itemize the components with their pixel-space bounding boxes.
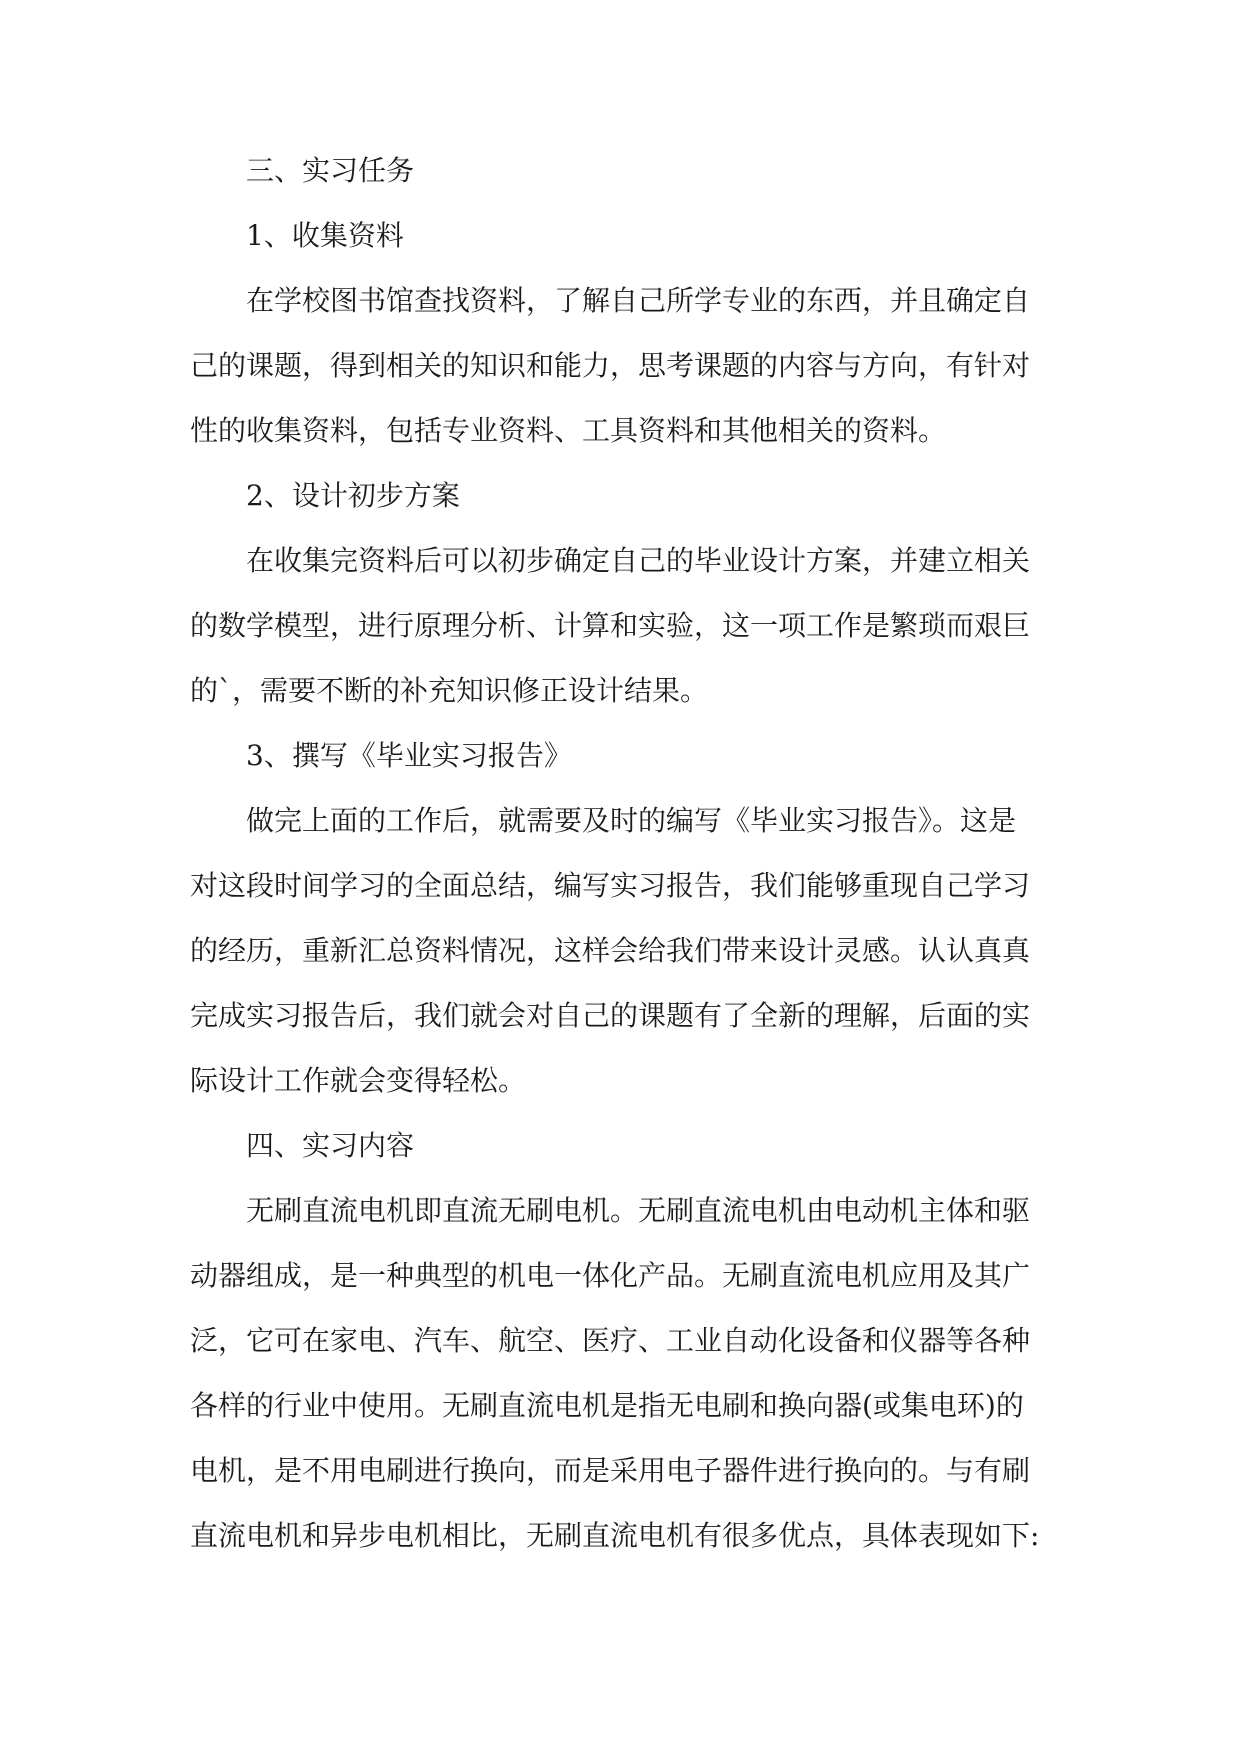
section-heading-4: 四、实习内容 (246, 1129, 415, 1162)
paragraph-line: 性的收集资料，包括专业资料、工具资料和其他相关的资料。 (190, 414, 947, 447)
section-heading-3: 三、实习任务 (246, 154, 415, 187)
paragraph-line: 完成实习报告后，我们就会对自己的课题有了全新的理解，后面的实 (190, 999, 1031, 1032)
paragraph-line: 己的课题，得到相关的知识和能力，思考课题的内容与方向，有针对 (190, 349, 1031, 382)
paragraph-line: 各样的行业中使用。无刷直流电机是指无电刷和换向器(或集电环)的 (190, 1389, 1024, 1422)
paragraph-line: 的经历，重新汇总资料情况，这样会给我们带来设计灵感。认认真真 (190, 934, 1031, 967)
paragraph-line: 直流电机和异步电机相比，无刷直流电机有很多优点，具体表现如下: (190, 1519, 1040, 1552)
paragraph-line: 电机，是不用电刷进行换向，而是采用电子器件进行换向的。与有刷 (190, 1454, 1031, 1487)
paragraph-line: 做完上面的工作后，就需要及时的编写《毕业实习报告》。这是 (246, 804, 1017, 837)
subheading-write-report: 3、撰写《毕业实习报告》 (246, 739, 572, 772)
document-body (190, 155, 1056, 1552)
paragraph-line: 动器组成，是一种典型的机电一体化产品。无刷直流电机应用及其广 (190, 1259, 1031, 1292)
paragraph-line: 在收集完资料后可以初步确定自己的毕业设计方案，并建立相关 (246, 544, 1031, 577)
paragraph-line: 际设计工作就会变得轻松。 (190, 1064, 527, 1097)
paragraph-line: 的数学模型，进行原理分析、计算和实验，这一项工作是繁琐而艰巨 (190, 609, 1031, 642)
subheading-preliminary-design: 2、设计初步方案 (246, 479, 460, 512)
paragraph-line: 无刷直流电机即直流无刷电机。无刷直流电机由电动机主体和驱 (246, 1194, 1031, 1227)
paragraph-line: 在学校图书馆查找资料，了解自己所学专业的东西，并且确定自 (246, 284, 1031, 317)
paragraph-line: 对这段时间学习的全面总结，编写实习报告，我们能够重现自己学习 (190, 869, 1031, 902)
subheading-collect-materials: 1、收集资料 (246, 219, 404, 252)
paragraph-line: 的`，需要不断的补充知识修正设计结果。 (190, 674, 709, 707)
paragraph-line: 泛，它可在家电、汽车、航空、医疗、工业自动化设备和仪器等各种 (190, 1324, 1031, 1357)
